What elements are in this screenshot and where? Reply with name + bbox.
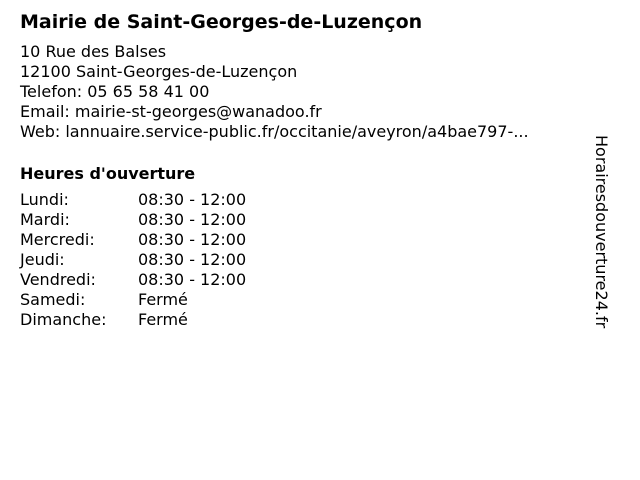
- opening-hours-table: [20, 190, 246, 330]
- business-card: [20, 10, 600, 330]
- day-label: Mardi:: [20, 210, 70, 229]
- contact-info: [20, 42, 600, 142]
- hours-row-saturday: [20, 290, 246, 310]
- time-value: 08:30 - 12:00: [138, 270, 247, 289]
- site-brand-vertical: Horairesdouverture24.fr: [592, 135, 611, 329]
- hours-row-tuesday: [20, 210, 246, 230]
- business-name: Mairie de Saint-Georges-de-Luzençon: [20, 11, 423, 33]
- hours-row-thursday: [20, 250, 246, 270]
- day-label: Lundi:: [20, 190, 69, 209]
- hours-row-sunday: [20, 310, 246, 330]
- day-label: Vendredi:: [20, 270, 96, 289]
- time-value: 08:30 - 12:00: [138, 190, 247, 209]
- address-city: 12100 Saint-Georges-de-Luzençon: [20, 62, 298, 81]
- day-label: Mercredi:: [20, 230, 95, 249]
- time-value: Fermé: [138, 290, 188, 309]
- day-label: Dimanche:: [20, 310, 107, 329]
- hours-row-wednesday: [20, 230, 246, 250]
- time-value: Fermé: [138, 310, 188, 329]
- hours-row-friday: [20, 270, 246, 290]
- hours-row-monday: [20, 190, 246, 210]
- email-line: Email: mairie-st-georges@wanadoo.fr: [20, 102, 322, 121]
- day-label: Samedi:: [20, 290, 86, 309]
- time-value: 08:30 - 12:00: [138, 250, 247, 269]
- time-value: 08:30 - 12:00: [138, 230, 247, 249]
- day-label: Jeudi:: [20, 250, 65, 269]
- opening-hours-heading: Heures d'ouverture: [20, 164, 196, 183]
- phone-line: Telefon: 05 65 58 41 00: [20, 82, 210, 101]
- web-line: Web: lannuaire.service-public.fr/occitanie/aveyron/a4bae797-...: [20, 122, 529, 141]
- time-value: 08:30 - 12:00: [138, 210, 247, 229]
- address-street: 10 Rue des Balses: [20, 42, 167, 61]
